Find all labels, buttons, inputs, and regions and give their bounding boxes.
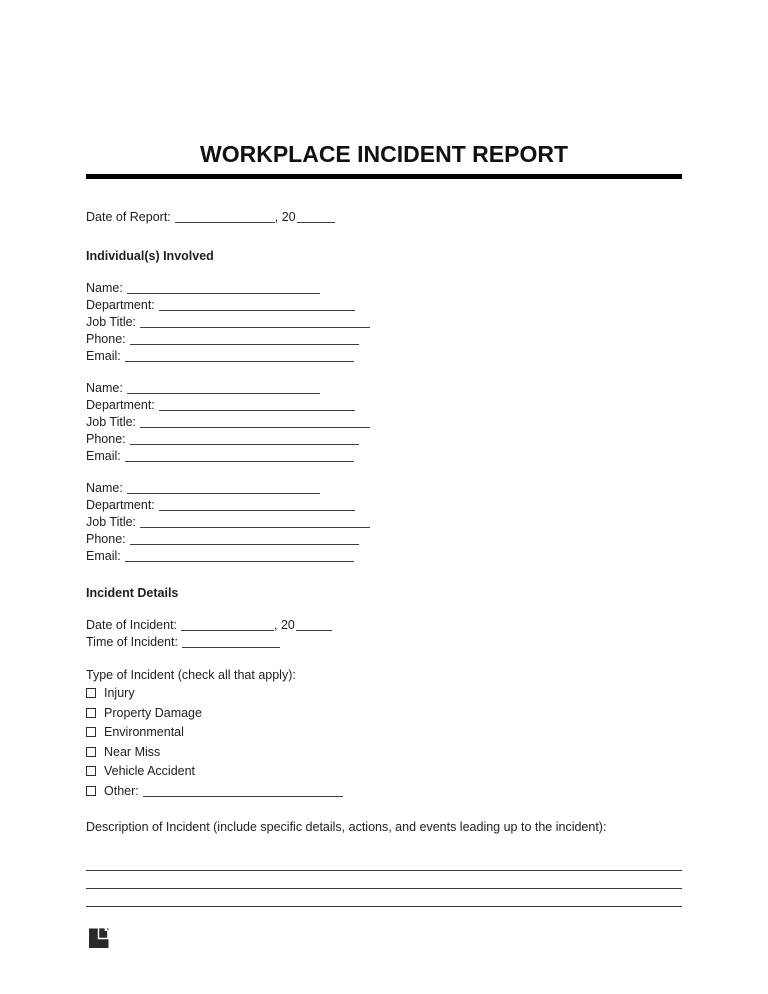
checkbox-row-near-miss [86, 743, 682, 763]
email-label: Email: [86, 349, 121, 363]
checkbox-environmental[interactable] [86, 727, 96, 737]
individual-block-1 [86, 280, 682, 365]
email-input-line[interactable] [125, 549, 354, 562]
email-label: Email: [86, 449, 121, 463]
date-of-incident-input-line[interactable] [181, 618, 274, 631]
checkbox-vehicle-accident[interactable] [86, 766, 96, 776]
name-input-line[interactable] [127, 381, 320, 394]
department-input-line[interactable] [159, 498, 355, 511]
description-input-line[interactable] [86, 889, 682, 907]
name-input-line[interactable] [127, 481, 320, 494]
incident-details-heading: Incident Details [86, 586, 179, 600]
department-label: Department: [86, 398, 155, 412]
checkbox-label: Property Damage [104, 705, 202, 720]
job-title-input-line[interactable] [140, 415, 370, 428]
phone-input-line[interactable] [130, 332, 359, 345]
checkbox-row-vehicle-accident [86, 762, 682, 782]
email-input-line[interactable] [125, 449, 354, 462]
title-divider [86, 174, 682, 179]
checkbox-injury[interactable] [86, 688, 96, 698]
time-of-incident-label: Time of Incident: [86, 635, 178, 649]
name-input-line[interactable] [127, 281, 320, 294]
checkbox-row-environmental [86, 723, 682, 743]
time-of-incident-input-line[interactable] [182, 635, 280, 648]
checkbox-other[interactable] [86, 786, 96, 796]
checkbox-label: Environmental [104, 725, 184, 739]
type-of-incident-label: Type of Incident (check all that apply): [86, 668, 296, 682]
email-input-line[interactable] [125, 349, 354, 362]
date-of-report-label: Date of Report: [86, 210, 171, 224]
legaltemplates-logo-icon [89, 927, 110, 948]
phone-input-line[interactable] [130, 532, 359, 545]
description-label: Description of Incident (include specific details, actions, and events leading up to the incident): [86, 820, 607, 834]
job-title-label: Job Title: [86, 415, 137, 429]
year-prefix: , 20 [274, 618, 295, 632]
email-label: Email: [86, 549, 121, 563]
description-write-area [86, 853, 682, 907]
other-label: Other: [104, 783, 139, 798]
checkbox-property-damage[interactable] [86, 708, 96, 718]
checkbox-label: Vehicle Accident [104, 764, 196, 778]
date-of-incident-row [86, 617, 682, 634]
checkbox-row-other [86, 782, 682, 802]
job-title-input-line[interactable] [140, 515, 370, 528]
incident-type-checkbox-list [86, 684, 682, 801]
phone-input-line[interactable] [130, 432, 359, 445]
job-title-input-line[interactable] [140, 315, 370, 328]
department-input-line[interactable] [159, 398, 355, 411]
name-label: Name: [86, 381, 123, 395]
checkbox-label: Near Miss [104, 744, 161, 759]
incident-year-input-line[interactable] [296, 618, 332, 631]
description-input-line[interactable] [86, 853, 682, 871]
date-of-report-row [86, 209, 682, 226]
description-input-line[interactable] [86, 871, 682, 889]
report-year-input-line[interactable] [297, 210, 335, 223]
time-of-incident-row [86, 634, 682, 651]
date-of-report-input-line[interactable] [175, 210, 275, 223]
date-of-incident-label: Date of Incident: [86, 618, 178, 632]
other-input-line[interactable] [143, 784, 343, 797]
name-label: Name: [86, 481, 123, 495]
name-label: Name: [86, 281, 123, 295]
individuals-section-heading: Individual(s) Involved [86, 249, 214, 263]
department-label: Department: [86, 498, 155, 512]
checkbox-row-property-damage [86, 704, 682, 724]
individual-block-3 [86, 480, 682, 565]
year-prefix: , 20 [274, 210, 296, 224]
checkbox-near-miss[interactable] [86, 747, 96, 757]
job-title-label: Job Title: [86, 315, 137, 329]
page-title: WORKPLACE INCIDENT REPORT [200, 141, 568, 167]
checkbox-label: Injury [104, 686, 135, 700]
department-input-line[interactable] [159, 298, 355, 311]
individual-block-2 [86, 380, 682, 465]
job-title-label: Job Title: [86, 515, 137, 529]
department-label: Department: [86, 298, 155, 312]
phone-label: Phone: [86, 432, 126, 446]
checkbox-row-injury [86, 684, 682, 704]
phone-label: Phone: [86, 532, 126, 546]
phone-label: Phone: [86, 332, 126, 346]
